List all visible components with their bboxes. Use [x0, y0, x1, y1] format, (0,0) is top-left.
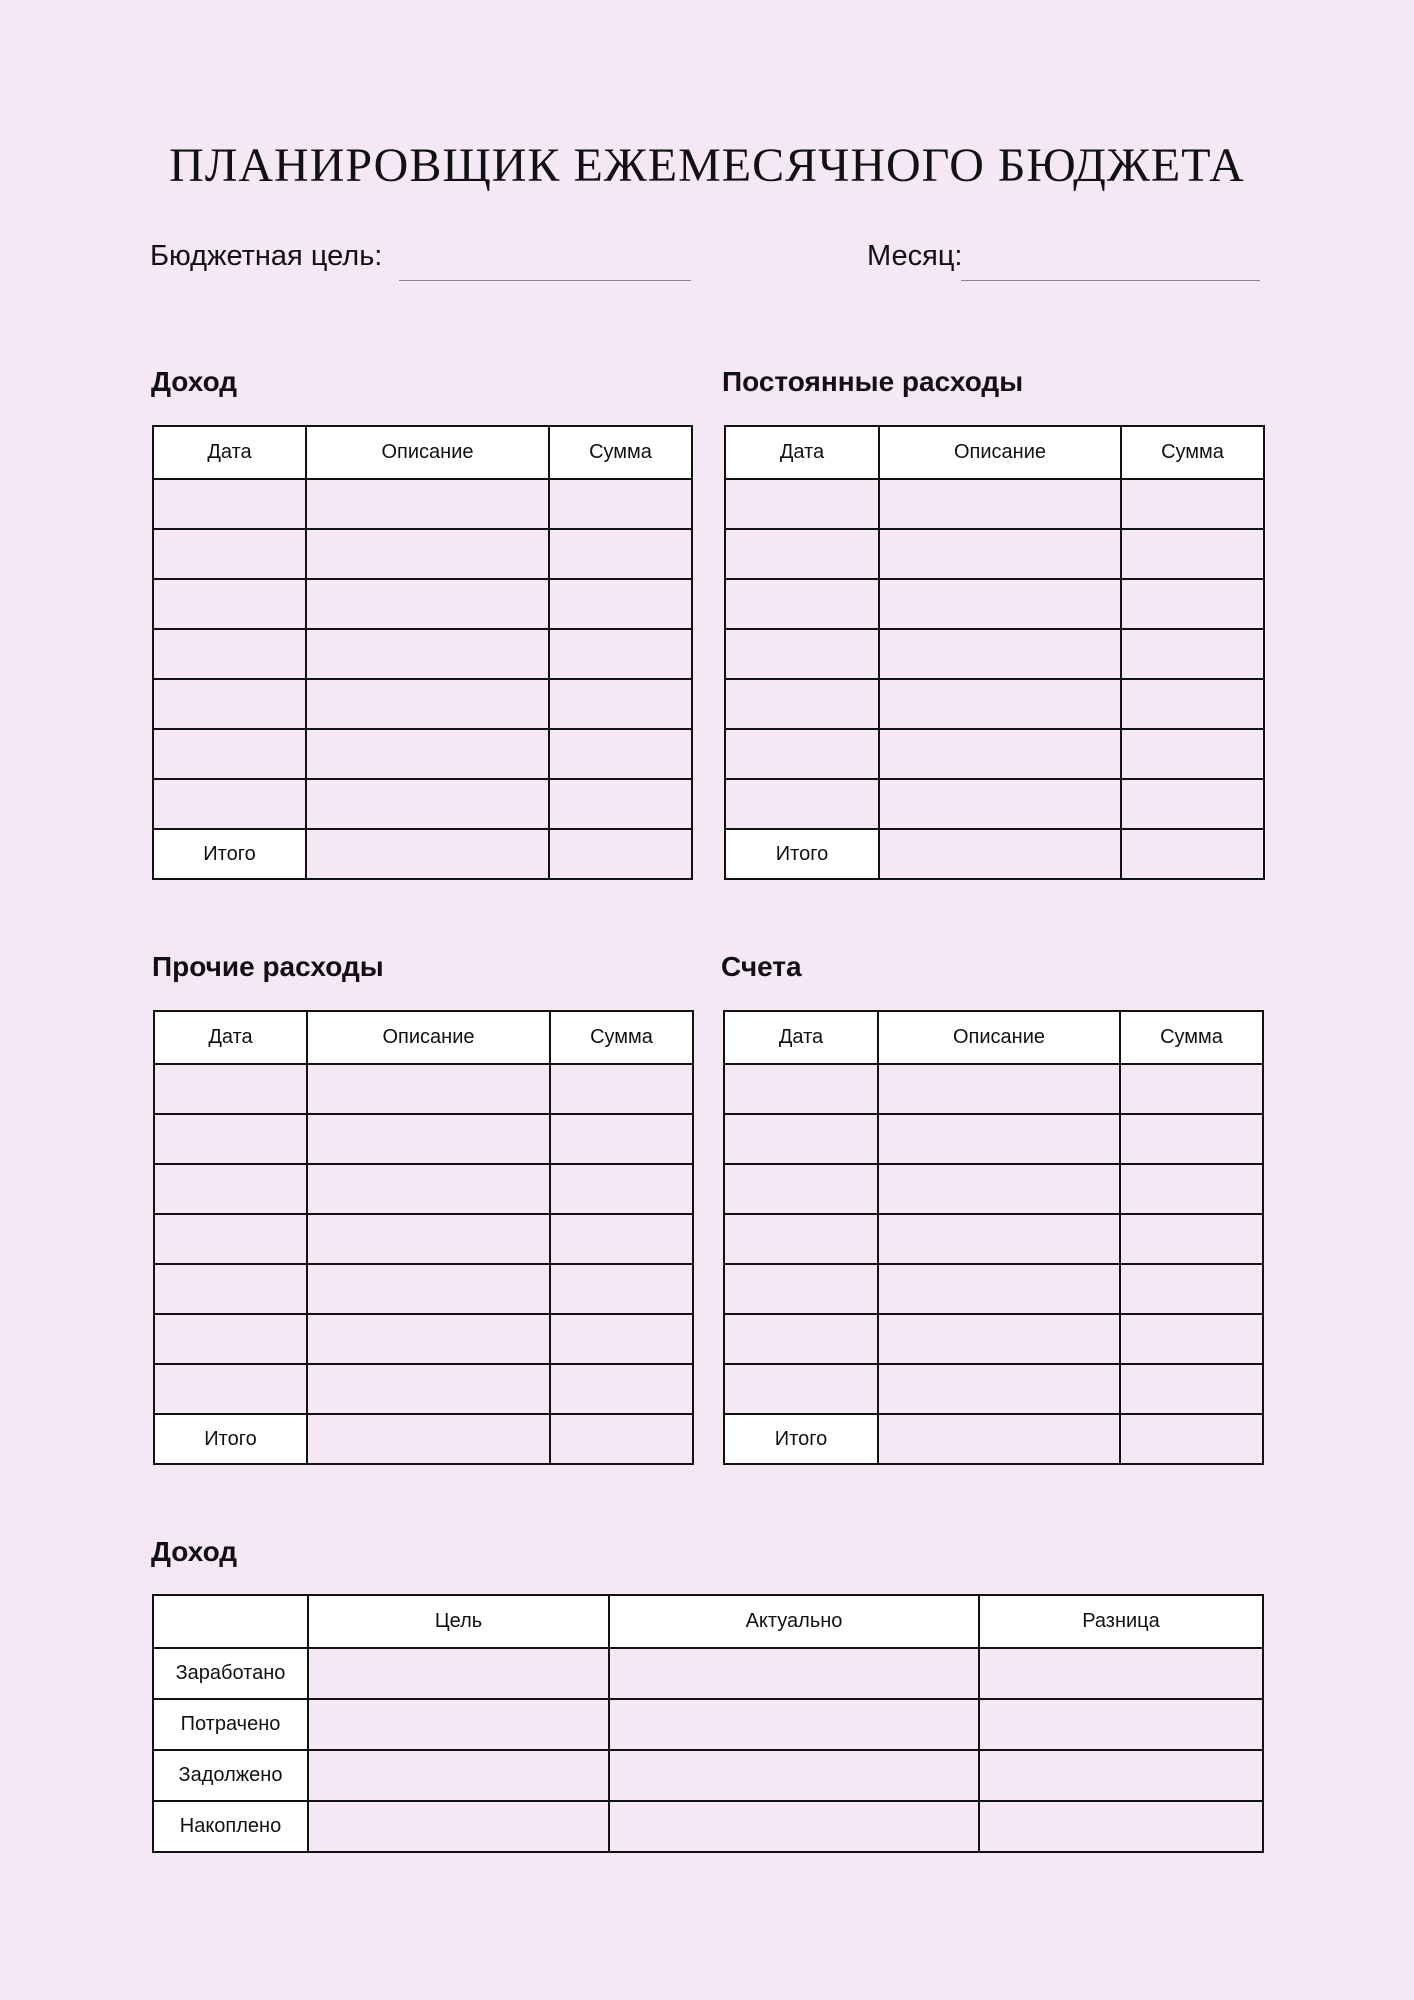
amount-cell[interactable] — [550, 1214, 693, 1264]
amount-cell[interactable] — [1120, 1114, 1263, 1164]
amount-cell[interactable] — [1121, 729, 1264, 779]
amount-cell[interactable] — [1120, 1064, 1263, 1114]
table-row — [725, 529, 1264, 579]
date-cell[interactable] — [724, 1064, 878, 1114]
amount-cell[interactable] — [550, 1064, 693, 1114]
description-cell[interactable] — [306, 779, 549, 829]
table-row — [154, 1114, 693, 1164]
page-title: ПЛАНИРОВЩИК ЕЖЕМЕСЯЧНОГО БЮДЖЕТА — [169, 139, 1245, 192]
description-cell[interactable] — [306, 479, 549, 529]
date-cell[interactable] — [153, 579, 306, 629]
amount-cell[interactable] — [550, 1314, 693, 1364]
amount-cell[interactable] — [1121, 579, 1264, 629]
summary-actual-header: Актуально — [609, 1595, 979, 1648]
total-label: Итого — [154, 1414, 307, 1464]
table-row — [725, 729, 1264, 779]
description-cell[interactable] — [306, 579, 549, 629]
date-cell[interactable] — [724, 1114, 878, 1164]
description-cell[interactable] — [878, 1414, 1120, 1464]
budget-goal-input-line[interactable] — [399, 280, 691, 281]
amount-cell[interactable] — [549, 729, 692, 779]
total-amount-cell[interactable] — [549, 829, 692, 879]
date-cell[interactable] — [153, 779, 306, 829]
table-row — [724, 1064, 1263, 1114]
table-row — [154, 1214, 693, 1264]
summary-row-owed — [153, 1750, 1263, 1801]
description-cell[interactable] — [306, 729, 549, 779]
summary-goal-header: Цель — [308, 1595, 609, 1648]
fixed-description-header: Описание — [879, 426, 1121, 479]
table-row — [154, 1314, 693, 1364]
amount-cell[interactable] — [549, 779, 692, 829]
date-cell[interactable] — [154, 1164, 307, 1214]
table-row — [724, 1114, 1263, 1164]
table-row — [154, 1364, 693, 1414]
actual-cell[interactable] — [609, 1750, 979, 1801]
amount-cell[interactable] — [1121, 679, 1264, 729]
actual-cell[interactable] — [609, 1648, 979, 1699]
table-row — [153, 579, 692, 629]
amount-cell[interactable] — [549, 579, 692, 629]
amount-cell[interactable] — [550, 1164, 693, 1214]
goal-cell[interactable] — [308, 1801, 609, 1852]
bills-date-header: Дата — [724, 1011, 878, 1064]
fixed-expenses-section-title: Постоянные расходы — [722, 366, 1024, 397]
summary-row-label: Заработано — [153, 1648, 308, 1699]
table-row — [153, 679, 692, 729]
summary-table — [152, 1594, 1264, 1853]
date-cell[interactable] — [725, 479, 879, 529]
description-cell[interactable] — [878, 1314, 1120, 1364]
date-cell[interactable] — [154, 1314, 307, 1364]
income-amount-header: Сумма — [549, 426, 692, 479]
amount-cell[interactable] — [1120, 1264, 1263, 1314]
amount-cell[interactable] — [1120, 1364, 1263, 1414]
date-cell[interactable] — [725, 529, 879, 579]
table-row — [724, 1264, 1263, 1314]
description-cell[interactable] — [307, 1414, 550, 1464]
table-row — [154, 1064, 693, 1114]
difference-cell[interactable] — [979, 1699, 1263, 1750]
description-cell[interactable] — [306, 529, 549, 579]
amount-cell[interactable] — [549, 679, 692, 729]
amount-cell[interactable] — [1121, 529, 1264, 579]
bills-amount-header: Сумма — [1120, 1011, 1263, 1064]
total-row — [725, 829, 1264, 879]
date-cell[interactable] — [724, 1214, 878, 1264]
table-row — [154, 1164, 693, 1214]
date-cell[interactable] — [154, 1114, 307, 1164]
total-amount-cell[interactable] — [1120, 1414, 1263, 1464]
amount-cell[interactable] — [1121, 479, 1264, 529]
goal-cell[interactable] — [308, 1699, 609, 1750]
amount-cell[interactable] — [549, 479, 692, 529]
total-label: Итого — [153, 829, 306, 879]
date-cell[interactable] — [154, 1364, 307, 1414]
description-cell[interactable] — [879, 779, 1121, 829]
date-cell[interactable] — [725, 729, 879, 779]
budget-goal-label: Бюджетная цель: — [150, 240, 383, 272]
difference-cell[interactable] — [979, 1648, 1263, 1699]
date-cell[interactable] — [153, 479, 306, 529]
date-cell[interactable] — [725, 629, 879, 679]
amount-cell[interactable] — [550, 1114, 693, 1164]
description-cell[interactable] — [878, 1164, 1120, 1214]
other-amount-header: Сумма — [550, 1011, 693, 1064]
income-description-header: Описание — [306, 426, 549, 479]
date-cell[interactable] — [725, 579, 879, 629]
table-row — [725, 629, 1264, 679]
date-cell[interactable] — [154, 1064, 307, 1114]
table-row — [724, 1314, 1263, 1364]
total-amount-cell[interactable] — [1121, 829, 1264, 879]
total-label: Итого — [724, 1414, 878, 1464]
table-row — [725, 779, 1264, 829]
summary-difference-header: Разница — [979, 1595, 1263, 1648]
summary-row-saved — [153, 1801, 1263, 1852]
table-row — [154, 1264, 693, 1314]
date-cell[interactable] — [153, 679, 306, 729]
total-label: Итого — [725, 829, 879, 879]
date-cell[interactable] — [153, 629, 306, 679]
difference-cell[interactable] — [979, 1750, 1263, 1801]
fixed-date-header: Дата — [725, 426, 879, 479]
other-description-header: Описание — [307, 1011, 550, 1064]
description-cell[interactable] — [307, 1064, 550, 1114]
description-cell[interactable] — [307, 1164, 550, 1214]
description-cell[interactable] — [878, 1214, 1120, 1264]
bills-description-header: Описание — [878, 1011, 1120, 1064]
summary-row-label: Задолжено — [153, 1750, 308, 1801]
table-row — [153, 479, 692, 529]
goal-cell[interactable] — [308, 1648, 609, 1699]
other-expenses-table — [153, 1010, 694, 1465]
table-row — [725, 479, 1264, 529]
difference-cell[interactable] — [979, 1801, 1263, 1852]
description-cell[interactable] — [879, 729, 1121, 779]
description-cell[interactable] — [879, 479, 1121, 529]
total-row — [724, 1414, 1263, 1464]
table-row — [724, 1164, 1263, 1214]
description-cell[interactable] — [879, 829, 1121, 879]
income-section-title: Доход — [151, 366, 238, 397]
description-cell[interactable] — [879, 529, 1121, 579]
date-cell[interactable] — [724, 1314, 878, 1364]
description-cell[interactable] — [307, 1264, 550, 1314]
amount-cell[interactable] — [549, 629, 692, 679]
table-row — [725, 679, 1264, 729]
total-amount-cell[interactable] — [550, 1414, 693, 1464]
table-row — [153, 529, 692, 579]
amount-cell[interactable] — [550, 1264, 693, 1314]
description-cell[interactable] — [307, 1314, 550, 1364]
description-cell[interactable] — [878, 1064, 1120, 1114]
description-cell[interactable] — [878, 1364, 1120, 1414]
date-cell[interactable] — [725, 779, 879, 829]
table-row — [725, 579, 1264, 629]
amount-cell[interactable] — [549, 529, 692, 579]
table-row — [724, 1214, 1263, 1264]
description-cell[interactable] — [878, 1264, 1120, 1314]
month-input-line[interactable] — [961, 280, 1260, 281]
other-expenses-section-title: Прочие расходы — [152, 951, 384, 982]
date-cell[interactable] — [724, 1364, 878, 1414]
date-cell[interactable] — [154, 1214, 307, 1264]
description-cell[interactable] — [307, 1364, 550, 1414]
total-row — [153, 829, 692, 879]
fixed-expenses-table — [724, 425, 1265, 880]
description-cell[interactable] — [307, 1114, 550, 1164]
table-row — [724, 1364, 1263, 1414]
table-row — [153, 779, 692, 829]
amount-cell[interactable] — [1120, 1164, 1263, 1214]
bills-table — [723, 1010, 1264, 1465]
actual-cell[interactable] — [609, 1699, 979, 1750]
summary-row-earned — [153, 1648, 1263, 1699]
description-cell[interactable] — [306, 679, 549, 729]
description-cell[interactable] — [878, 1114, 1120, 1164]
other-date-header: Дата — [154, 1011, 307, 1064]
summary-corner-cell — [153, 1595, 308, 1648]
amount-cell[interactable] — [1120, 1214, 1263, 1264]
description-cell[interactable] — [879, 579, 1121, 629]
date-cell[interactable] — [153, 529, 306, 579]
summary-row-label: Потрачено — [153, 1699, 308, 1750]
income-table — [152, 425, 693, 880]
table-row — [153, 729, 692, 779]
amount-cell[interactable] — [1121, 629, 1264, 679]
amount-cell[interactable] — [550, 1364, 693, 1414]
bills-section-title: Счета — [721, 951, 802, 982]
date-cell[interactable] — [154, 1264, 307, 1314]
fixed-amount-header: Сумма — [1121, 426, 1264, 479]
summary-row-label: Накоплено — [153, 1801, 308, 1852]
description-cell[interactable] — [879, 679, 1121, 729]
actual-cell[interactable] — [609, 1801, 979, 1852]
total-row — [154, 1414, 693, 1464]
summary-row-spent — [153, 1699, 1263, 1750]
month-label: Месяц: — [867, 240, 963, 272]
description-cell[interactable] — [306, 829, 549, 879]
description-cell[interactable] — [307, 1214, 550, 1264]
date-cell[interactable] — [724, 1264, 878, 1314]
amount-cell[interactable] — [1120, 1314, 1263, 1364]
table-row — [153, 629, 692, 679]
income-date-header: Дата — [153, 426, 306, 479]
date-cell[interactable] — [725, 679, 879, 729]
amount-cell[interactable] — [1121, 779, 1264, 829]
description-cell[interactable] — [306, 629, 549, 679]
date-cell[interactable] — [153, 729, 306, 779]
summary-section-title: Доход — [151, 1536, 238, 1567]
description-cell[interactable] — [879, 629, 1121, 679]
date-cell[interactable] — [724, 1164, 878, 1214]
goal-cell[interactable] — [308, 1750, 609, 1801]
